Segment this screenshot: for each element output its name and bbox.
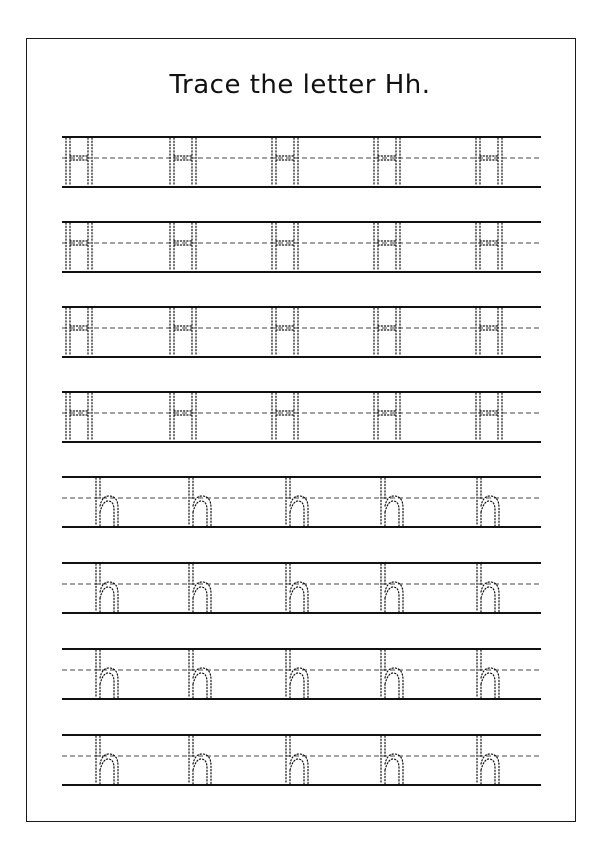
practice-row: [62, 307, 541, 357]
tracing-letter-lowercase-h: [96, 736, 118, 784]
practice-row: [62, 222, 541, 272]
tracing-letter-uppercase-h: [476, 393, 502, 441]
tracing-letter-uppercase-h: [272, 138, 298, 186]
tracing-letter-lowercase-h: [96, 564, 118, 612]
tracing-letter-lowercase-h: [96, 478, 118, 526]
tracing-letter-lowercase-h: [189, 564, 211, 612]
tracing-letter-lowercase-h: [477, 736, 499, 784]
tracing-letter-uppercase-h: [374, 393, 400, 441]
tracing-letter-lowercase-h: [381, 478, 403, 526]
tracing-letter-lowercase-h: [477, 478, 499, 526]
tracing-letter-lowercase-h: [189, 736, 211, 784]
tracing-letter-lowercase-h: [381, 736, 403, 784]
tracing-letter-lowercase-h: [189, 478, 211, 526]
practice-row: [62, 392, 541, 442]
tracing-letter-lowercase-h: [286, 650, 308, 698]
tracing-letter-lowercase-h: [381, 564, 403, 612]
tracing-letter-uppercase-h: [66, 308, 92, 356]
tracing-letter-uppercase-h: [272, 393, 298, 441]
practice-row: [62, 735, 541, 785]
tracing-letter-lowercase-h: [286, 564, 308, 612]
tracing-letter-uppercase-h: [476, 308, 502, 356]
practice-row: [62, 477, 541, 527]
tracing-letter-lowercase-h: [96, 650, 118, 698]
tracing-letter-lowercase-h: [381, 650, 403, 698]
tracing-letter-uppercase-h: [272, 308, 298, 356]
tracing-letter-uppercase-h: [476, 223, 502, 271]
tracing-letter-uppercase-h: [374, 138, 400, 186]
tracing-letter-lowercase-h: [477, 650, 499, 698]
tracing-letter-lowercase-h: [286, 736, 308, 784]
tracing-letter-uppercase-h: [170, 223, 196, 271]
practice-row: [62, 137, 541, 187]
tracing-letter-uppercase-h: [66, 393, 92, 441]
tracing-letter-uppercase-h: [170, 138, 196, 186]
tracing-letter-uppercase-h: [66, 223, 92, 271]
tracing-letter-uppercase-h: [374, 223, 400, 271]
tracing-letter-uppercase-h: [374, 308, 400, 356]
tracing-letter-lowercase-h: [286, 478, 308, 526]
worksheet-title: Trace the letter Hh.: [169, 70, 431, 100]
tracing-letter-uppercase-h: [170, 308, 196, 356]
tracing-letter-lowercase-h: [189, 650, 211, 698]
tracing-letter-lowercase-h: [477, 564, 499, 612]
practice-row: [62, 649, 541, 699]
tracing-letter-uppercase-h: [476, 138, 502, 186]
tracing-letter-uppercase-h: [66, 138, 92, 186]
tracing-letter-uppercase-h: [170, 393, 196, 441]
tracing-letter-uppercase-h: [272, 223, 298, 271]
practice-row: [62, 563, 541, 613]
